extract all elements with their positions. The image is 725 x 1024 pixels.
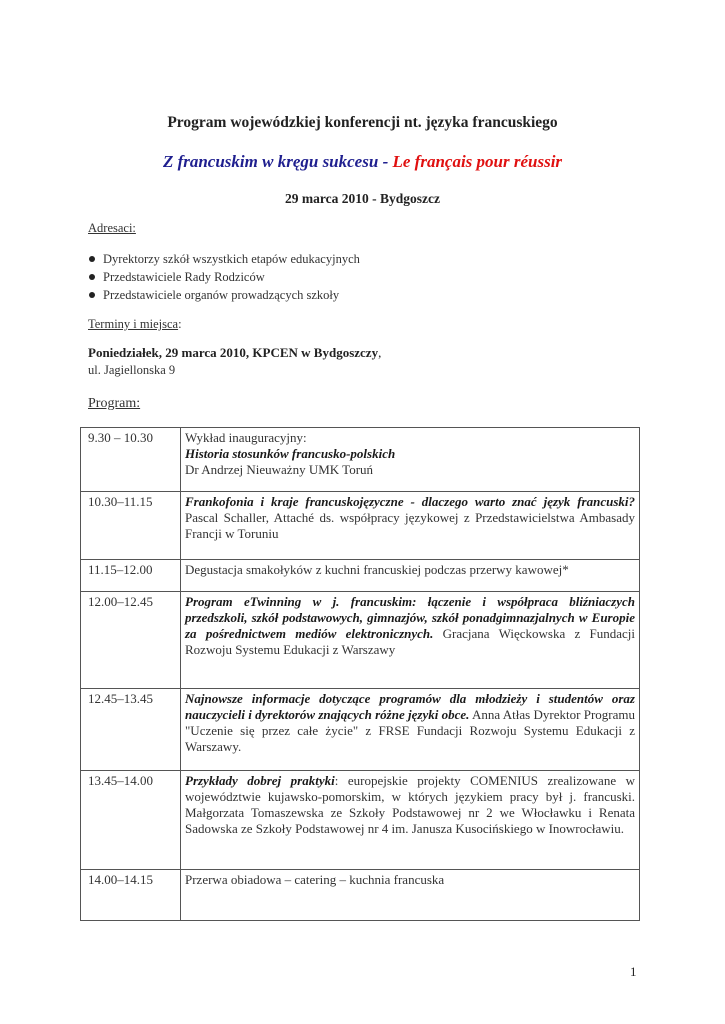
dates-places-heading-line — [88, 317, 182, 332]
list-item: Przedstawiciele organów prowadzących szkoły — [88, 286, 360, 304]
row-time: 10.30–11.15 — [81, 492, 181, 560]
row-description: Przykłady dobrej praktyki: europejskie projekty COMENIUS zrealizowane w województwie kujawsko-pomorskim, w których językiem pracy był j. francuski. Małgorzata Tomaszewska ze Szkoły Podstawowej nr 2 we Włocławku i Renata Sadowska ze Szkoły Podstawowej nr 4 im. Janusza Kusocińskiego w Inowrocławiu. — [181, 771, 640, 870]
subtitle-polish: Z francuskim w kręgu sukcesu — [162, 152, 379, 171]
table-row — [81, 689, 640, 771]
dates-places-heading: Terminy i miejsca — [88, 317, 179, 331]
dates-places-colon: : — [178, 317, 182, 331]
venue-line — [88, 345, 381, 361]
table-row — [81, 870, 640, 921]
row-description: Wykład inauguracyjny: Historia stosunków francusko-polskich Dr Andrzej Nieuważny UMK Toruń — [181, 428, 640, 492]
addressees-heading: Adresaci: — [88, 221, 136, 235]
row-description: Przerwa obiadowa – catering – kuchnia francuska — [181, 870, 640, 921]
bullet-icon — [89, 256, 95, 262]
table-row — [81, 592, 640, 689]
document-title: Program wojewódzkiej konferencji nt. języka francuskiego — [167, 114, 558, 131]
page-number: 1 — [630, 964, 637, 979]
venue-bold: Poniedziałek, 29 marca 2010, KPCEN w Bydgoszczy — [88, 345, 379, 360]
row-time: 13.45–14.00 — [81, 771, 181, 870]
bullet-icon — [89, 292, 95, 298]
addressees-list — [88, 250, 360, 304]
list-item: Przedstawiciele Rady Rodziców — [88, 268, 360, 286]
conference-subtitle — [0, 152, 725, 172]
row-time: 9.30 – 10.30 — [81, 428, 181, 492]
program-table — [80, 427, 640, 921]
date-place: 29 marca 2010 - Bydgoszcz — [285, 191, 440, 206]
subtitle-french: Le français pour réussir — [392, 152, 563, 171]
row-time: 14.00–14.15 — [81, 870, 181, 921]
program-heading: Program: — [88, 396, 141, 411]
table-row — [81, 428, 640, 492]
row-time: 12.00–12.45 — [81, 592, 181, 689]
row-time: 12.45–13.45 — [81, 689, 181, 771]
list-item: Dyrektorzy szkół wszystkich etapów edukacyjnych — [88, 250, 360, 268]
row-description: Najnowsze informacje dotyczące programów dla młodzieży i studentów oraz nauczycieli i dyrektorów znających różne języki obce. Anna Atłas Dyrektor Programu "Uczenie się przez całe życie" z FRSE Fundacji Rozwoju Systemu Edukacji z Warszawy. — [181, 689, 640, 771]
row-description: Frankofonia i kraje francuskojęzyczne - dlaczego warto znać język francuski? Pascal Schaller, Attaché ds. współpracy językowej z Przedstawicielstwa Ambasady Francji w Toruniu — [181, 492, 640, 560]
table-row — [81, 771, 640, 870]
venue-street: ul. Jagiellonska 9 — [88, 363, 176, 377]
row-description: Program eTwinning w j. francuskim: łączenie i współpraca bliźniaczych przedszkoli, szkół podstawowych, gimnazjów, szkół ponadgimnazjalnych w Europie za pośrednictwem mediów elektronicznych. Gracjana Więckowska z Fundacji Rozwoju Systemu Edukacji z Warszawy — [181, 592, 640, 689]
table-row — [81, 492, 640, 560]
row-time: 11.15–12.00 — [81, 560, 181, 592]
venue-comma: , — [378, 345, 382, 360]
row-description: Degustacja smakołyków z kuchni francuskiej podczas przerwy kawowej* — [181, 560, 640, 592]
table-row — [81, 560, 640, 592]
subtitle-separator: - — [378, 152, 393, 171]
bullet-icon — [89, 274, 95, 280]
